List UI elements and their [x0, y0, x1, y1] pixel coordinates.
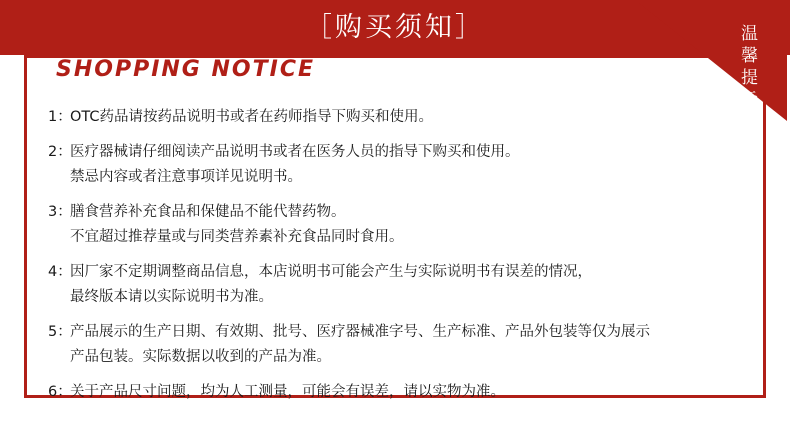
list-item-line: 不宜超过推荐量或与同类营养素补充食品同时食用。 — [70, 229, 404, 245]
list-item-body — [70, 321, 738, 368]
page-title: ［购买须知］ — [305, 12, 485, 43]
list-item-number: 1： — [48, 109, 72, 125]
corner-ribbon-label: 温馨提示 — [741, 24, 759, 110]
list-item — [48, 106, 738, 128]
list-item-line: 关于产品尺寸问题，均为人工测量，可能会有误差，请以实物为准。 — [70, 384, 505, 400]
list-item-number: 3： — [48, 204, 72, 220]
list-item — [48, 321, 738, 368]
list-item-line: 产品展示的生产日期、有效期、批号、医疗器械准字号、生产标准、产品外包装等仅为展示 — [70, 324, 650, 340]
list-item — [48, 381, 738, 403]
corner-ribbon — [639, 3, 787, 121]
list-item-body — [70, 381, 738, 403]
section-heading: SHOPPING NOTICE — [56, 57, 316, 82]
list-item-number: 4： — [48, 264, 72, 280]
list-item-body — [70, 201, 738, 248]
list-item-line: 膳食营养补充食品和保健品不能代替药物。 — [70, 204, 346, 220]
list-item-number: 6： — [48, 384, 72, 400]
list-item-body — [70, 261, 738, 308]
list-item-line: 禁忌内容或者注意事项详见说明书。 — [70, 169, 302, 185]
list-item-line: 因厂家不定期调整商品信息，本店说明书可能会产生与实际说明书有误差的情况， — [70, 264, 592, 280]
notice-list — [48, 106, 738, 416]
list-item-body — [70, 141, 738, 188]
list-item-body — [70, 106, 738, 128]
list-item-number: 2： — [48, 144, 72, 160]
list-item-number: 5： — [48, 324, 72, 340]
list-item-line: 医疗器械请仔细阅读产品说明书或者在医务人员的指导下购买和使用。 — [70, 144, 520, 160]
list-item — [48, 141, 738, 188]
list-item — [48, 201, 738, 248]
list-item — [48, 261, 738, 308]
list-item-line: 产品包装。实际数据以收到的产品为准。 — [70, 349, 331, 365]
list-item-line: OTC药品请按药品说明书或者在药师指导下购买和使用。 — [70, 109, 434, 125]
list-item-line: 最终版本请以实际说明书为准。 — [70, 289, 273, 305]
